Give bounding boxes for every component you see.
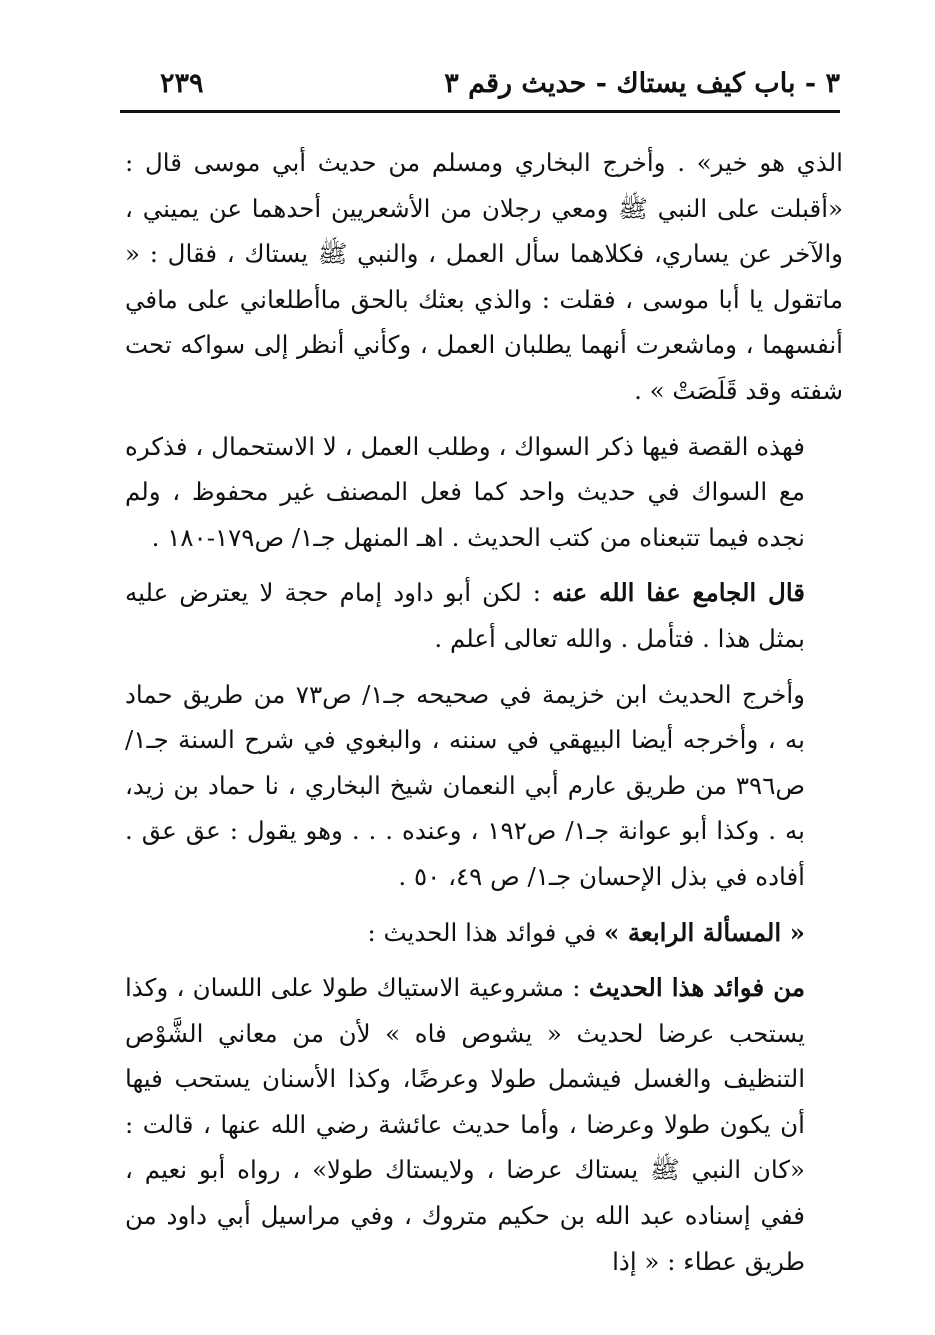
page-number: ٢٣٩ xyxy=(160,68,204,99)
paragraph-6 xyxy=(125,965,843,1284)
main-text xyxy=(125,140,843,1284)
paragraph-text: فهذه القصة فيها ذكر السواك ، وطلب العمل ، لا الاستحمال ، فذكره مع السواك في حديث واحد كما فعل المصنف غير محفوظ ، ولم نجده فيما تتبعناه من كتب الحديث . اهـ المنهل جـ١/ ص١٧٩-١٨٠ . xyxy=(125,431,805,552)
paragraph-2 xyxy=(125,424,843,561)
paragraph-4 xyxy=(125,672,843,900)
paragraph-5 xyxy=(125,910,843,956)
header-rule xyxy=(120,110,840,113)
paragraph-lead: قال الجامع عفا الله عنه xyxy=(552,578,805,608)
running-header xyxy=(120,62,840,114)
paragraph-text: في فوائد هذا الحديث : xyxy=(367,917,605,947)
paragraph-1 xyxy=(125,140,843,414)
paragraph-text: : مشروعية الاستياك طولا على اللسان ، وكذا يستحب عرضا لحديث « يشوص فاه » لأن من معاني الشَّوْص التنظيف والغسل فيشمل طولا وعرضًا، وكذا الأسنان يستحب فيها أن يكون طولا وعرضا ، وأما حديث عائشة رضي الله عنها ، قالت : «كان النبي ﷺ يستاك عرضا ، ولايستاك طولا» ، رواه أبو نعيم ، ففي إسناده عبد الله بن حكيم متروك ، وفي مراسيل أبي داود من طريق عطاء : « إذا xyxy=(125,973,805,1276)
paragraph-text: الذي هو خير» . وأخرج البخاري ومسلم من حديث أبي موسى قال : «أقبلت على النبي ﷺ ومعي رجلان من الأشعريين أحدهما عن يميني ، والآخر عن يساري، فكلاهما سأل العمل ، والنبي ﷺ يستاك ، فقال : « ماتقول يا أبا موسى ، فقلت : والذي بعثك بالحق ماأطلعاني على مافي أنفسهما ، وماشعرت أنهما يطلبان العمل ، وكأني أنظر إلى سواكه تحت شفته وقد قَلَصَتْ » . xyxy=(125,148,843,405)
paragraph-lead: « المسألة الرابعة » xyxy=(604,917,805,947)
paragraph-lead: من فوائد هذا الحديث xyxy=(588,973,805,1003)
chapter-title: ٣ - باب كيف يستاك - حديث رقم ٣ xyxy=(444,68,840,99)
paragraph-text: : لكن أبو داود إمام حجة لا يعترض عليه بمثل هذا . فتأمل . والله تعالى أعلم . xyxy=(125,578,805,653)
paragraph-text: وأخرج الحديث ابن خزيمة في صحيحه جـ١/ ص٧٣ من طريق حماد به ، وأخرجه أيضا البيهقي في سننه ، والبغوي في شرح السنة جـ١/ ص٣٩٦ من طريق عارم أبي النعمان شيخ البخاري ، نا حماد بن زيد، به . وكذا أبو عوانة جـ١/ ص١٩٢ ، وعنده . . . وهو يقول : عق عق . أفاده في بذل الإحسان جـ١/ ص ٤٩، ٥٠ . xyxy=(125,679,806,891)
paragraph-3 xyxy=(125,570,843,661)
